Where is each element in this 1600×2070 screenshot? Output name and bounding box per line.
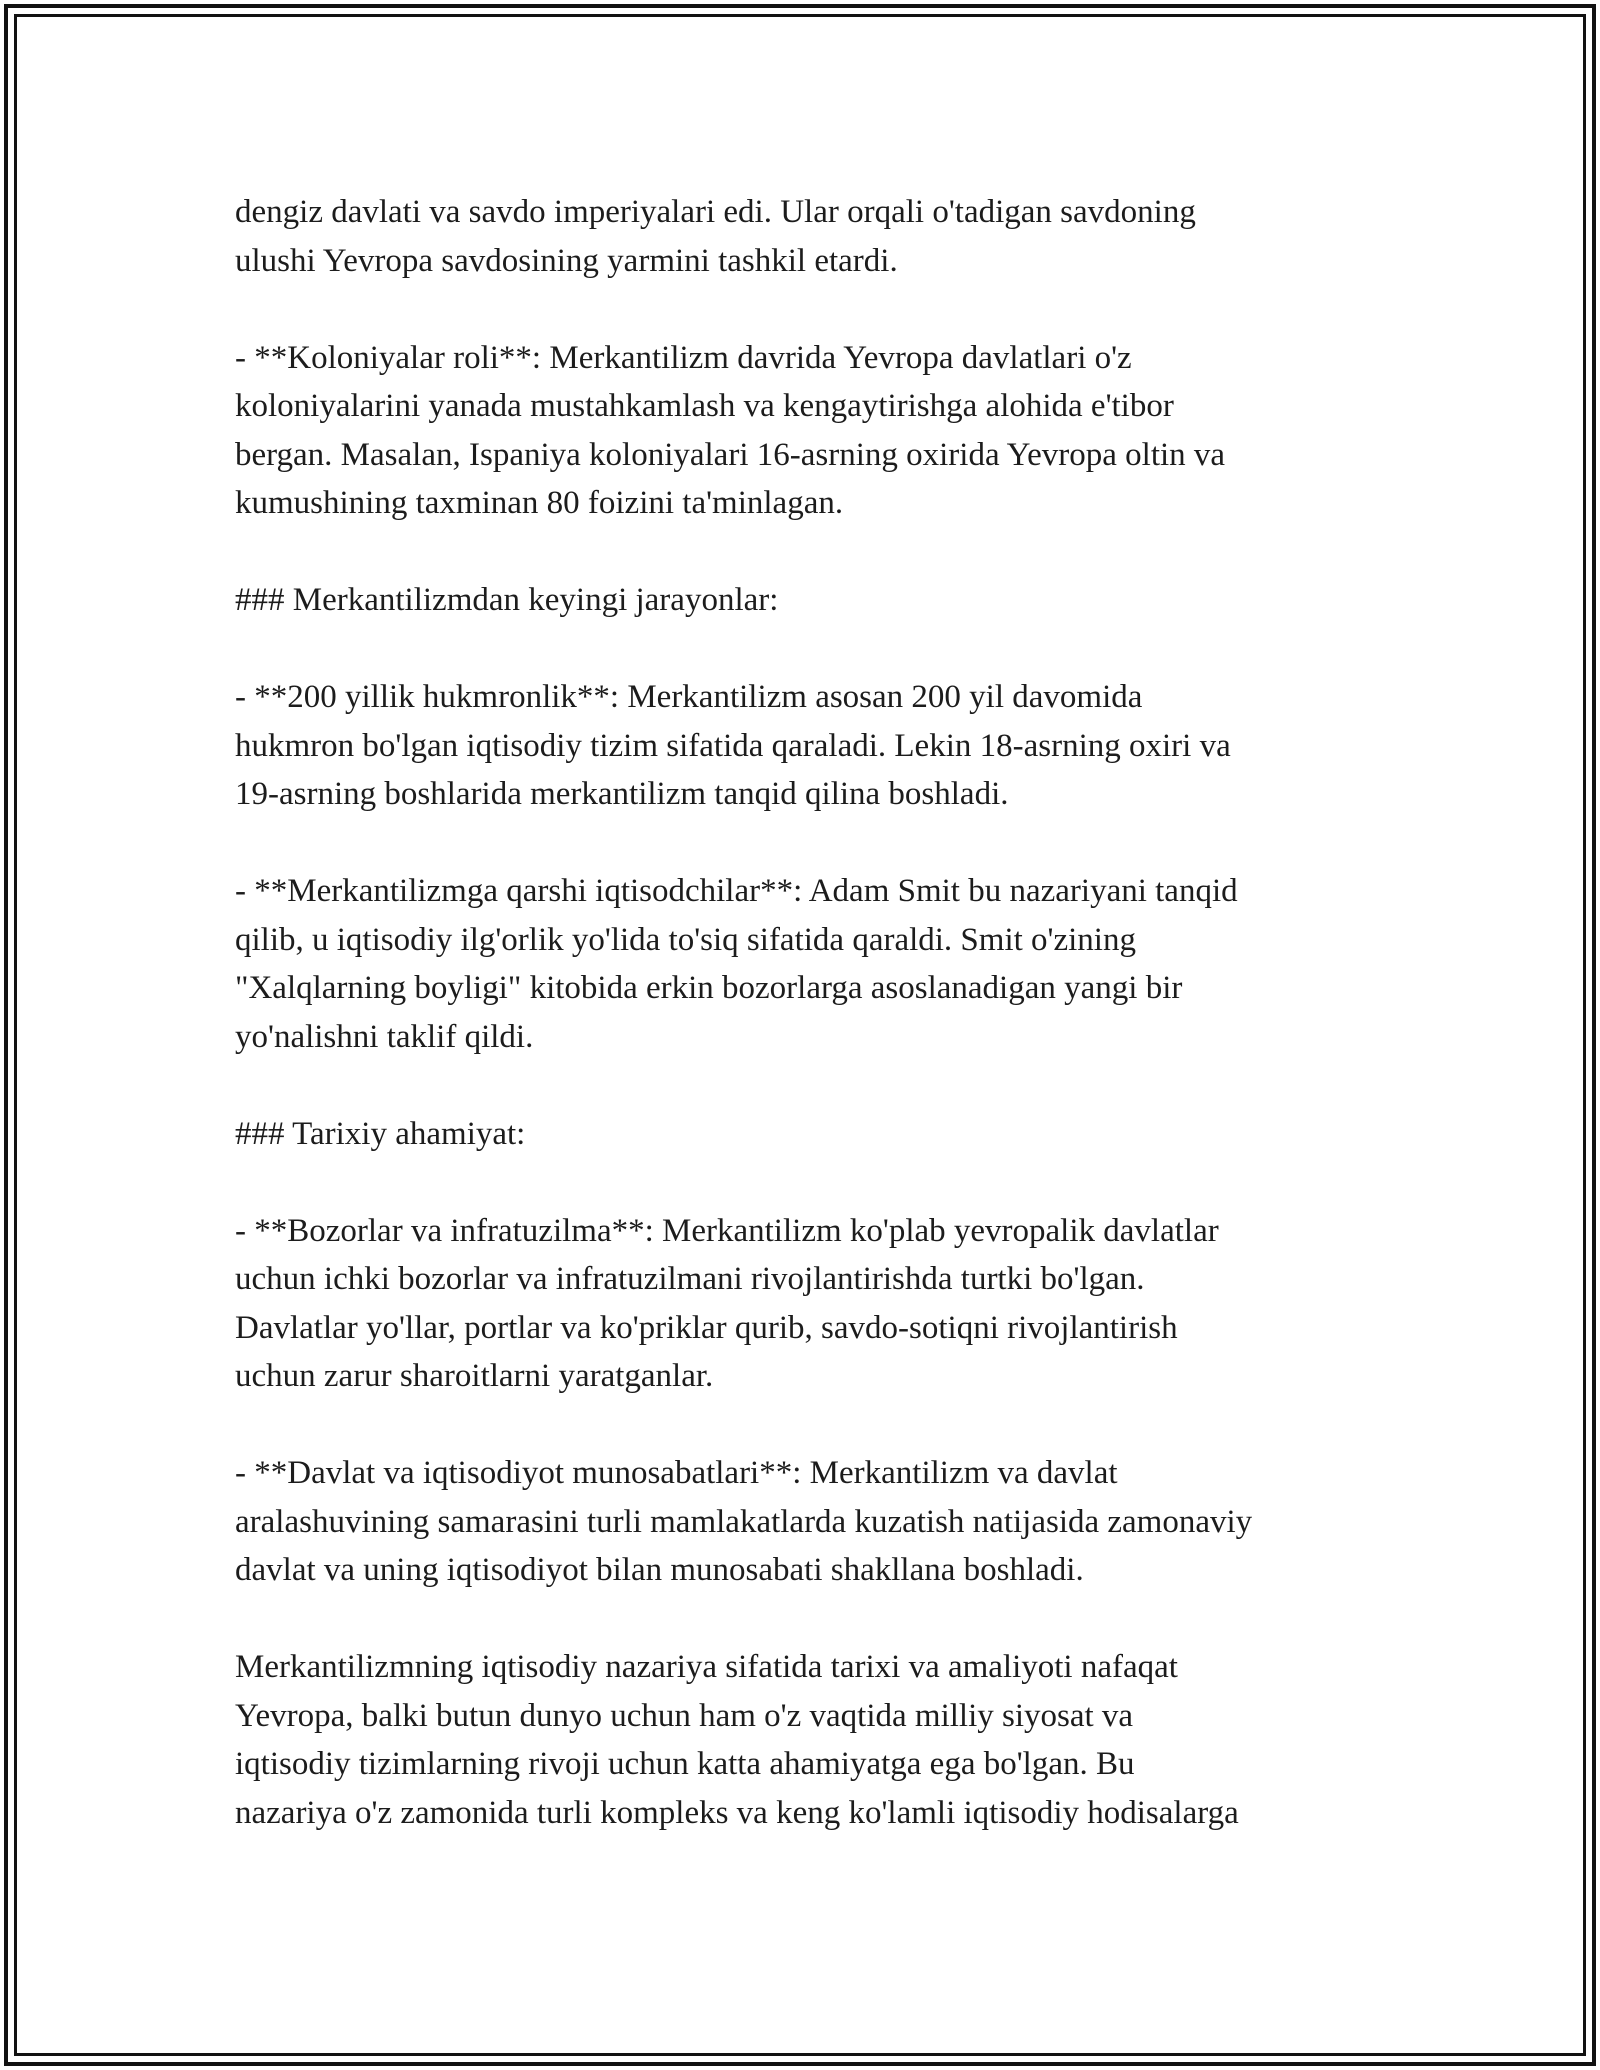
- text-line: Yevropa, balki butun dunyo uchun ham o'z vaqtida milliy siyosat va: [235, 1697, 1134, 1734]
- text-line: hukmron bo'lgan iqtisodiy tizim sifatida qaraladi. Lekin 18-asrning oxiri va: [235, 727, 1231, 764]
- text-line: aralashuvining samarasini turli mamlakatlarda kuzatish natijasida zamonaviy: [235, 1503, 1253, 1540]
- text-line: 19-asrning boshlarida merkantilizm tanqid qilina boshladi.: [235, 776, 1009, 812]
- text-line: - **Koloniyalar roli**: Merkantilizm davrida Yevropa davlatlari o'z: [235, 339, 1132, 376]
- text-line: uchun zarur sharoitlarni yaratganlar.: [235, 1358, 714, 1394]
- text-line: "Xalqlarning boyligi" kitobida erkin bozorlarga asoslanadigan yangi bir: [235, 970, 1183, 1006]
- paragraph: [235, 188, 1415, 285]
- bullet-paragraph: [235, 334, 1415, 528]
- text-line: koloniyalarini yanada mustahkamlash va kengaytirishga alohida e'tibor: [235, 388, 1174, 424]
- text-line: - **200 yillik hukmronlik**: Merkantilizm asosan 200 yil davomida: [235, 679, 1143, 715]
- text-line: davlat va uning iqtisodiyot bilan munosabati shakllana boshladi.: [235, 1552, 1084, 1588]
- document-body: [235, 188, 1415, 1886]
- text-line: yo'nalishni taklif qildi.: [235, 1018, 534, 1055]
- section-heading: [235, 576, 1415, 625]
- text-line: bergan. Masalan, Ispaniya koloniyalari 16-asrning oxirida Yevropa oltin va: [235, 436, 1226, 473]
- text-line: - **Bozorlar va infratuzilma**: Merkantilizm ko'plab yevropalik davlatlar: [235, 1212, 1219, 1249]
- text-line: ### Tarixiy ahamiyat:: [235, 1115, 526, 1152]
- text-line: - **Merkantilizmga qarshi iqtisodchilar**: Adam Smit bu nazariyani tanqid: [235, 873, 1238, 909]
- text-line: kumushining taxminan 80 foizini ta'minlagan.: [235, 485, 844, 521]
- text-line: uchun ichki bozorlar va infratuzilmani rivojlantirishda turtki bo'lgan.: [235, 1261, 1145, 1297]
- text-line: qilib, u iqtisodiy ilg'orlik yo'lida to'siq sifatida qaraldi. Smit o'zining: [235, 921, 1136, 958]
- text-line: Merkantilizmning iqtisodiy nazariya sifatida tarixi va amaliyoti nafaqat: [235, 1649, 1178, 1685]
- bullet-paragraph: [235, 1449, 1415, 1595]
- text-line: ulushi Yevropa savdosining yarmini tashkil etardi.: [235, 242, 898, 279]
- bullet-paragraph: [235, 673, 1415, 819]
- section-heading: [235, 1110, 1415, 1159]
- text-line: iqtisodiy tizimlarning rivoji uchun katta ahamiyatga ega bo'lgan. Bu: [235, 1746, 1135, 1782]
- text-line: Davlatlar yo'llar, portlar va ko'priklar qurib, savdo-sotiqni rivojlantirish: [235, 1309, 1178, 1346]
- bullet-paragraph: [235, 867, 1415, 1061]
- paragraph: [235, 1643, 1415, 1837]
- text-line: - **Davlat va iqtisodiyot munosabatlari**: Merkantilizm va davlat: [235, 1455, 1118, 1491]
- text-line: nazariya o'z zamonida turli kompleks va keng ko'lamli iqtisodiy hodisalarga: [235, 1794, 1239, 1831]
- bullet-paragraph: [235, 1207, 1415, 1401]
- text-line: ### Merkantilizmdan keyingi jarayonlar:: [235, 582, 779, 618]
- text-line: dengiz davlati va savdo imperiyalari edi. Ular orqali o'tadigan savdoning: [235, 194, 1196, 230]
